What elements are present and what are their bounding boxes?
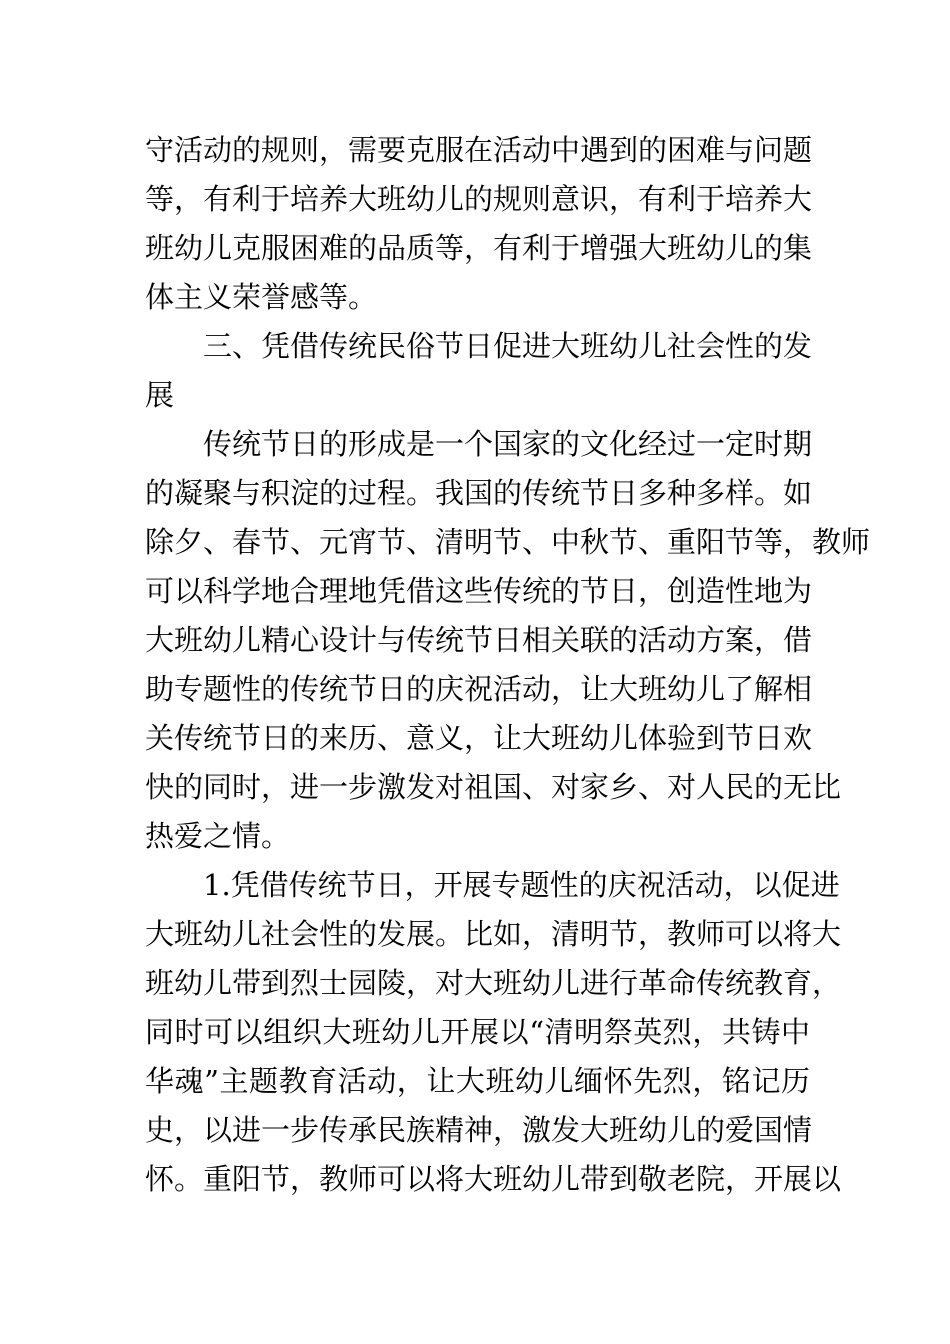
section-heading-three	[145, 322, 813, 420]
text-line: 关传统节日的来历、意义，让大班幼儿体验到节日欢	[145, 721, 813, 755]
text-line: 班幼儿克服困难的品质等，有利于增强大班幼儿的集	[145, 231, 813, 265]
paragraph-rules	[145, 126, 813, 322]
text-line: 史，以进一步传承民族精神，激发大班幼儿的爱国情	[145, 1113, 813, 1147]
text-line: 快的同时，进一步激发对祖国、对家乡、对人民的无比	[145, 770, 842, 804]
text-line: 的凝聚与积淀的过程。我国的传统节日多种多样。如	[145, 476, 813, 510]
text-line: 班幼儿带到烈士园陵，对大班幼儿进行革命传统教育，	[145, 966, 842, 1000]
text-line: 等，有利于培养大班幼儿的规则意识，有利于培养大	[145, 182, 813, 216]
heading-line: 展	[145, 378, 175, 412]
text-line: 助专题性的传统节日的庆祝活动，让大班幼儿了解相	[145, 672, 813, 706]
heading-line: 三、凭借传统民俗节日促进大班幼儿社会性的发	[203, 329, 813, 363]
text-line: 同时可以组织大班幼儿开展以“清明祭英烈，共铸中	[145, 1015, 810, 1049]
text-line: 可以科学地合理地凭借这些传统的节日，创造性地为	[145, 574, 813, 608]
paragraph-traditional-festivals	[145, 420, 871, 861]
text-line: 热爱之情。	[145, 819, 291, 853]
text-line: 传统节日的形成是一个国家的文化经过一定时期	[203, 427, 813, 461]
body-text	[145, 126, 871, 1204]
text-line: 大班幼儿社会性的发展。比如，清明节，教师可以将大	[145, 917, 842, 951]
paragraph-item-one	[145, 861, 842, 1204]
text-line: 守活动的规则，需要克服在活动中遇到的困难与问题	[145, 133, 813, 167]
text-line: 体主义荣誉感等。	[145, 280, 378, 314]
text-line: 大班幼儿精心设计与传统节日相关联的活动方案，借	[145, 623, 813, 657]
text-line: 1.凭借传统节日，开展专题性的庆祝活动，以促进	[203, 868, 840, 902]
text-line: 除夕、春节、元宵节、清明节、中秋节、重阳节等，教师	[145, 525, 871, 559]
text-line: 怀。重阳节，教师可以将大班幼儿带到敬老院，开展以	[145, 1162, 842, 1196]
text-line: 华魂”主题教育活动，让大班幼儿缅怀先烈，铭记历	[145, 1064, 810, 1098]
